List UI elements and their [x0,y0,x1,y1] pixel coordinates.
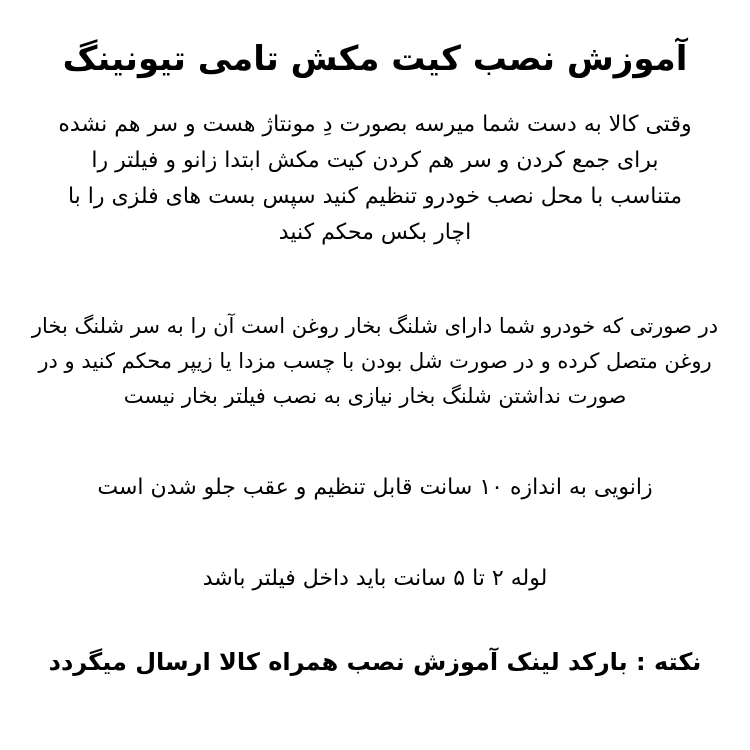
vapor-hose-paragraph [30,309,720,414]
elbow-adjustment-line: زانویی به اندازه ۱۰ سانت قابل تنظیم و عقب جلو شدن است [97,474,653,500]
page-title: آموزش نصب کیت مکش تامی تیونینگ [62,39,688,79]
paragraph-line: در صورتی که خودرو شما دارای شلنگ بخار روغن است آن را به سر شلنگ بخار [31,313,719,338]
assembly-instructions-paragraph [30,107,720,251]
paragraph-line: اچار بکس محکم کنید [278,219,472,245]
paragraph-line: صورت نداشتن شلنگ بخار نیازی به نصب فیلتر بخار نیست [123,383,627,408]
barcode-note-line: نکته : بارکد لینک آموزش نصب همراه کالا ارسال میگردد [48,647,702,676]
paragraph-line: وقتی کالا به دست شما میرسه بصورت دِ مونتاژ هست و سر هم نشده [58,111,692,137]
paragraph-line: برای جمع کردن و سر هم کردن کیت مکش ابتدا زانو و فیلتر را [91,147,659,173]
pipe-insertion-line: لوله ۲ تا ۵ سانت باید داخل فیلتر باشد [202,565,548,591]
paragraph-line: متناسب با محل نصب خودرو تنظیم کنید سپس بست های فلزی را با [67,183,683,209]
paragraph-line: روغن متصل کرده و در صورت شل بودن با چسب مزدا یا زیپر محکم کنید و در [38,348,712,373]
